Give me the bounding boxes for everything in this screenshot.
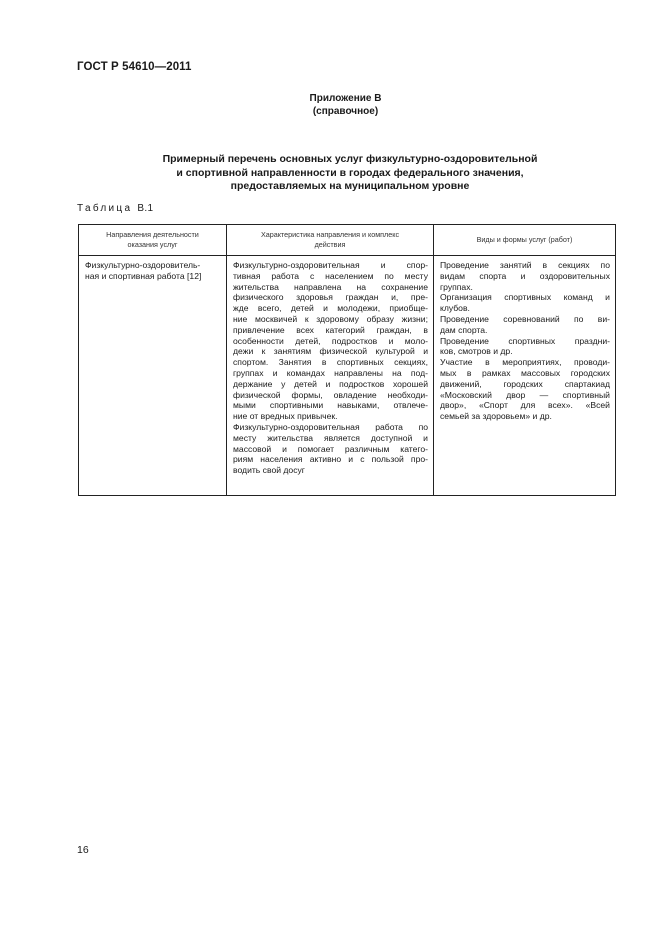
header-services — [434, 225, 616, 256]
cell-text-line: Проведение спортивных праздни- — [440, 335, 610, 346]
cell-text-line: ние москвичей к здоровому образу жизни; — [233, 313, 428, 324]
cell-text-line: жительства направлена на сохранение — [233, 281, 428, 292]
cell-text-line: водить свой досуг — [233, 465, 305, 476]
header-text: Направления деятельности — [106, 230, 199, 239]
table-header-row — [79, 225, 616, 256]
cell-text-line: «Московский двор — спортивный — [440, 389, 610, 400]
document-title-line: предоставляемых на муниципальном уровне — [230, 180, 470, 192]
cell-text-line: группах. — [440, 281, 473, 292]
cell-text-line: группах и командах направлены на под- — [233, 367, 428, 378]
cell-text-line: особенности детей, подростков и моло- — [233, 335, 428, 346]
cell-text-line: ние от вредных привычек. — [233, 411, 338, 422]
cell-text-line: массовой и помогает различным катего- — [233, 443, 428, 454]
cell-text-line: физической формы, овладение необходи- — [233, 389, 428, 400]
services-table — [78, 224, 616, 496]
cell-text-line: мыми спортивными навыками, отвлече- — [233, 400, 428, 411]
cell-text-line: движений, городских спартакиад — [440, 378, 610, 389]
table-row — [79, 256, 616, 496]
cell-text-line: физического здоровья граждан и, пре- — [233, 292, 428, 303]
cell-text-line: клубов. — [440, 303, 470, 314]
header-directions — [79, 225, 227, 256]
cell-text-line: двор», «Спорт для всех». «Всей — [440, 400, 610, 411]
standard-code: ГОСТ Р 54610—2011 — [77, 61, 192, 73]
document-title-line: Примерный перечень основных услуг физкультурно-оздоровительной — [162, 153, 538, 165]
cell-text-line: видам спорта и оздоровительных — [440, 270, 610, 281]
cell-text-line: Физкультурно-оздоровительная и спор- — [233, 260, 428, 270]
cell-text-line: жде всего, детей и молодежи, приобще- — [233, 303, 428, 314]
appendix-title: Приложение В — [309, 93, 382, 104]
header-text: действия — [314, 240, 346, 249]
cell-direction — [79, 256, 227, 496]
page-number: 16 — [77, 844, 89, 856]
cell-text-line: дежи к занятиям физической культурой и — [233, 346, 428, 357]
cell-text-line: дам спорта. — [440, 324, 488, 335]
cell-text-line: риям населения активно и с пользой про- — [233, 454, 428, 465]
cell-text-line: месту жительства является доступной и — [233, 432, 428, 443]
document-title-line: и спортивной направленности в городах федерального значения, — [176, 166, 524, 179]
cell-text-line: Участие в мероприятиях, проводи- — [440, 357, 610, 368]
cell-text-line: Физкультурно-оздоровительная работа по — [233, 421, 428, 432]
cell-characteristic — [227, 256, 434, 496]
cell-text-line: мых в рамках массовых городских — [440, 367, 610, 378]
table-caption — [77, 203, 153, 214]
document-title — [100, 153, 600, 194]
cell-text-line: Организация спортивных команд и — [440, 292, 610, 303]
cell-text-line: ная и спортивная работа [12] — [85, 270, 202, 281]
header-text: Характеристика направления и комплекс — [260, 230, 400, 239]
table-caption-label: Таблица — [77, 203, 133, 214]
cell-text-line: ков, смотров и др. — [440, 346, 513, 357]
cell-text-line: семьей за здоровьем» и др. — [440, 411, 552, 422]
cell-text-line: держание у детей и подростков хорошей — [233, 378, 428, 389]
header-text: оказания услуг — [127, 240, 178, 249]
cell-text-line: Проведение соревнований по ви- — [440, 313, 610, 324]
cell-services — [434, 256, 616, 496]
cell-text-line: Проведение занятий в секциях по — [440, 260, 610, 270]
cell-text-line: Физкультурно-оздоровитель- — [85, 260, 201, 270]
header-text: Виды и формы услуг (работ) — [476, 235, 573, 244]
appendix-note: (справочное) — [312, 106, 379, 117]
header-characteristic — [227, 225, 434, 256]
cell-text-line: привлечение всех категорий граждан, в — [233, 324, 428, 335]
table-caption-number: В.1 — [137, 203, 154, 214]
cell-text-line: спортом. Занятия в спортивных секциях, — [233, 357, 428, 368]
cell-text-line: тивная работа с населением по месту — [233, 270, 428, 281]
appendix-heading — [0, 92, 661, 118]
